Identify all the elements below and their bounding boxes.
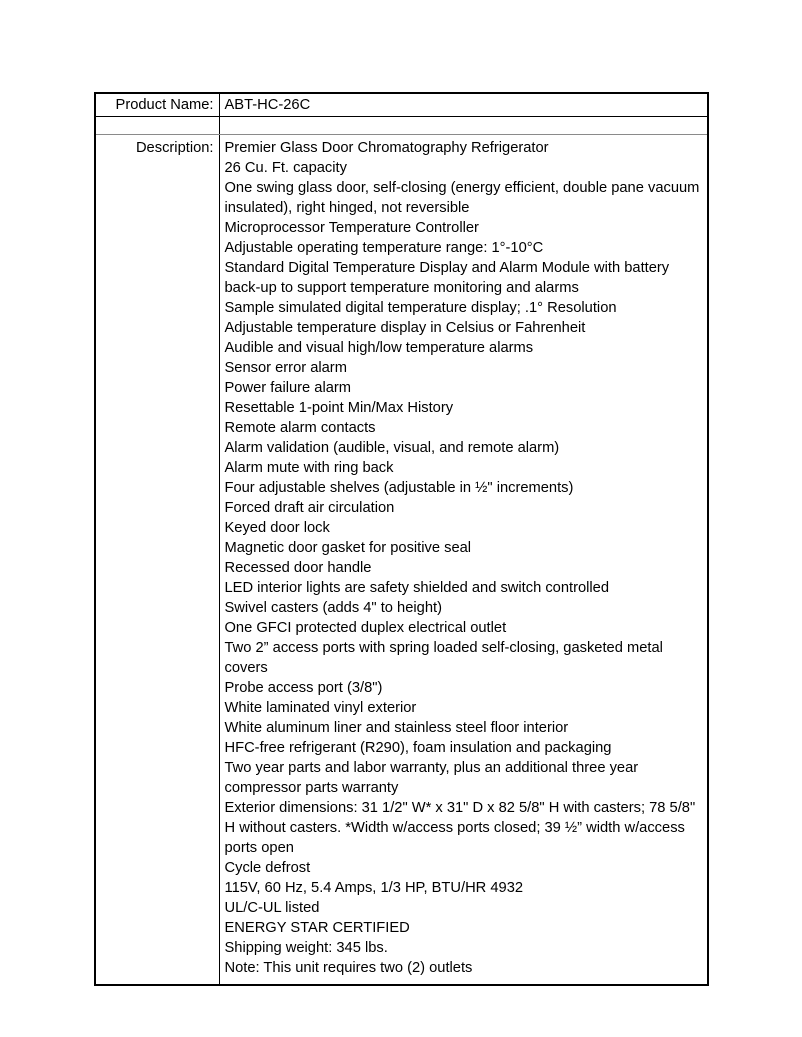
description-line: Four adjustable shelves (adjustable in ½" increments) <box>224 480 574 496</box>
description-line: Alarm mute with ring back <box>224 460 394 476</box>
description-line: Probe access port (3/8") <box>224 680 383 696</box>
description-line: Alarm validation (audible, visual, and remote alarm) <box>224 440 560 456</box>
description-line: One swing glass door, self-closing (energy efficient, double pane vacuum insulated), right hinged, not reversible <box>224 180 700 216</box>
description-line: Swivel casters (adds 4" to height) <box>224 600 442 616</box>
description-line: Two 2” access ports with spring loaded self-closing, gasketed metal covers <box>224 640 663 676</box>
description-line: Sensor error alarm <box>224 360 347 376</box>
product-name-label: Product Name: <box>95 93 219 117</box>
product-specification-table <box>94 92 709 986</box>
description-line: HFC-free refrigerant (R290), foam insulation and packaging <box>224 740 612 756</box>
description-line: Resettable 1-point Min/Max History <box>224 400 454 416</box>
description-line: Audible and visual high/low temperature alarms <box>224 340 534 356</box>
description-line: Note: This unit requires two (2) outlets <box>224 960 473 976</box>
description-line: White laminated vinyl exterior <box>224 700 417 716</box>
description-line: 26 Cu. Ft. capacity <box>224 160 347 176</box>
table-row-description <box>95 135 708 986</box>
description-line: Two year parts and labor warranty, plus an additional three year compressor parts warranty <box>224 760 639 796</box>
spacer-label-cell <box>95 117 219 135</box>
spacer-value-cell <box>219 117 708 135</box>
table-row-product-name <box>95 93 708 117</box>
description-line-list <box>225 138 702 978</box>
table-row-spacer <box>95 117 708 135</box>
description-line: Cycle defrost <box>224 860 311 876</box>
description-line: Keyed door lock <box>224 520 330 536</box>
description-line: Sample simulated digital temperature display; .1° Resolution <box>224 300 617 316</box>
description-line: Premier Glass Door Chromatography Refrigerator <box>224 140 549 156</box>
description-line: Remote alarm contacts <box>224 420 376 436</box>
description-line: Standard Digital Temperature Display and Alarm Module with battery back-up to support temperature monitoring and alarms <box>224 260 670 296</box>
description-line: Forced draft air circulation <box>224 500 395 516</box>
description-line: One GFCI protected duplex electrical outlet <box>224 620 507 636</box>
description-line: Power failure alarm <box>224 380 352 396</box>
description-line: LED interior lights are safety shielded and switch controlled <box>224 580 610 596</box>
description-line: Adjustable operating temperature range: 1°-10°C <box>224 240 544 256</box>
description-line: Adjustable temperature display in Celsius or Fahrenheit <box>224 320 586 336</box>
description-line: Shipping weight: 345 lbs. <box>224 940 388 956</box>
description-label: Description: <box>95 135 219 986</box>
description-line: 115V, 60 Hz, 5.4 Amps, 1/3 HP, BTU/HR 4932 <box>224 880 524 896</box>
description-line: ENERGY STAR CERTIFIED <box>224 920 410 936</box>
description-line: Magnetic door gasket for positive seal <box>224 540 472 556</box>
description-line: Exterior dimensions: 31 1/2" W* x 31" D x 82 5/8" H with casters; 78 5/8" H without casters. *Width w/access ports closed; 39 ½” width w/access ports open <box>224 800 696 856</box>
description-line: UL/C-UL listed <box>224 900 320 916</box>
description-line: Microprocessor Temperature Controller <box>224 220 479 236</box>
product-name-value: ABT-HC-26C <box>219 93 708 117</box>
description-line: Recessed door handle <box>224 560 372 576</box>
description-value <box>219 135 708 986</box>
description-line: White aluminum liner and stainless steel floor interior <box>224 720 569 736</box>
